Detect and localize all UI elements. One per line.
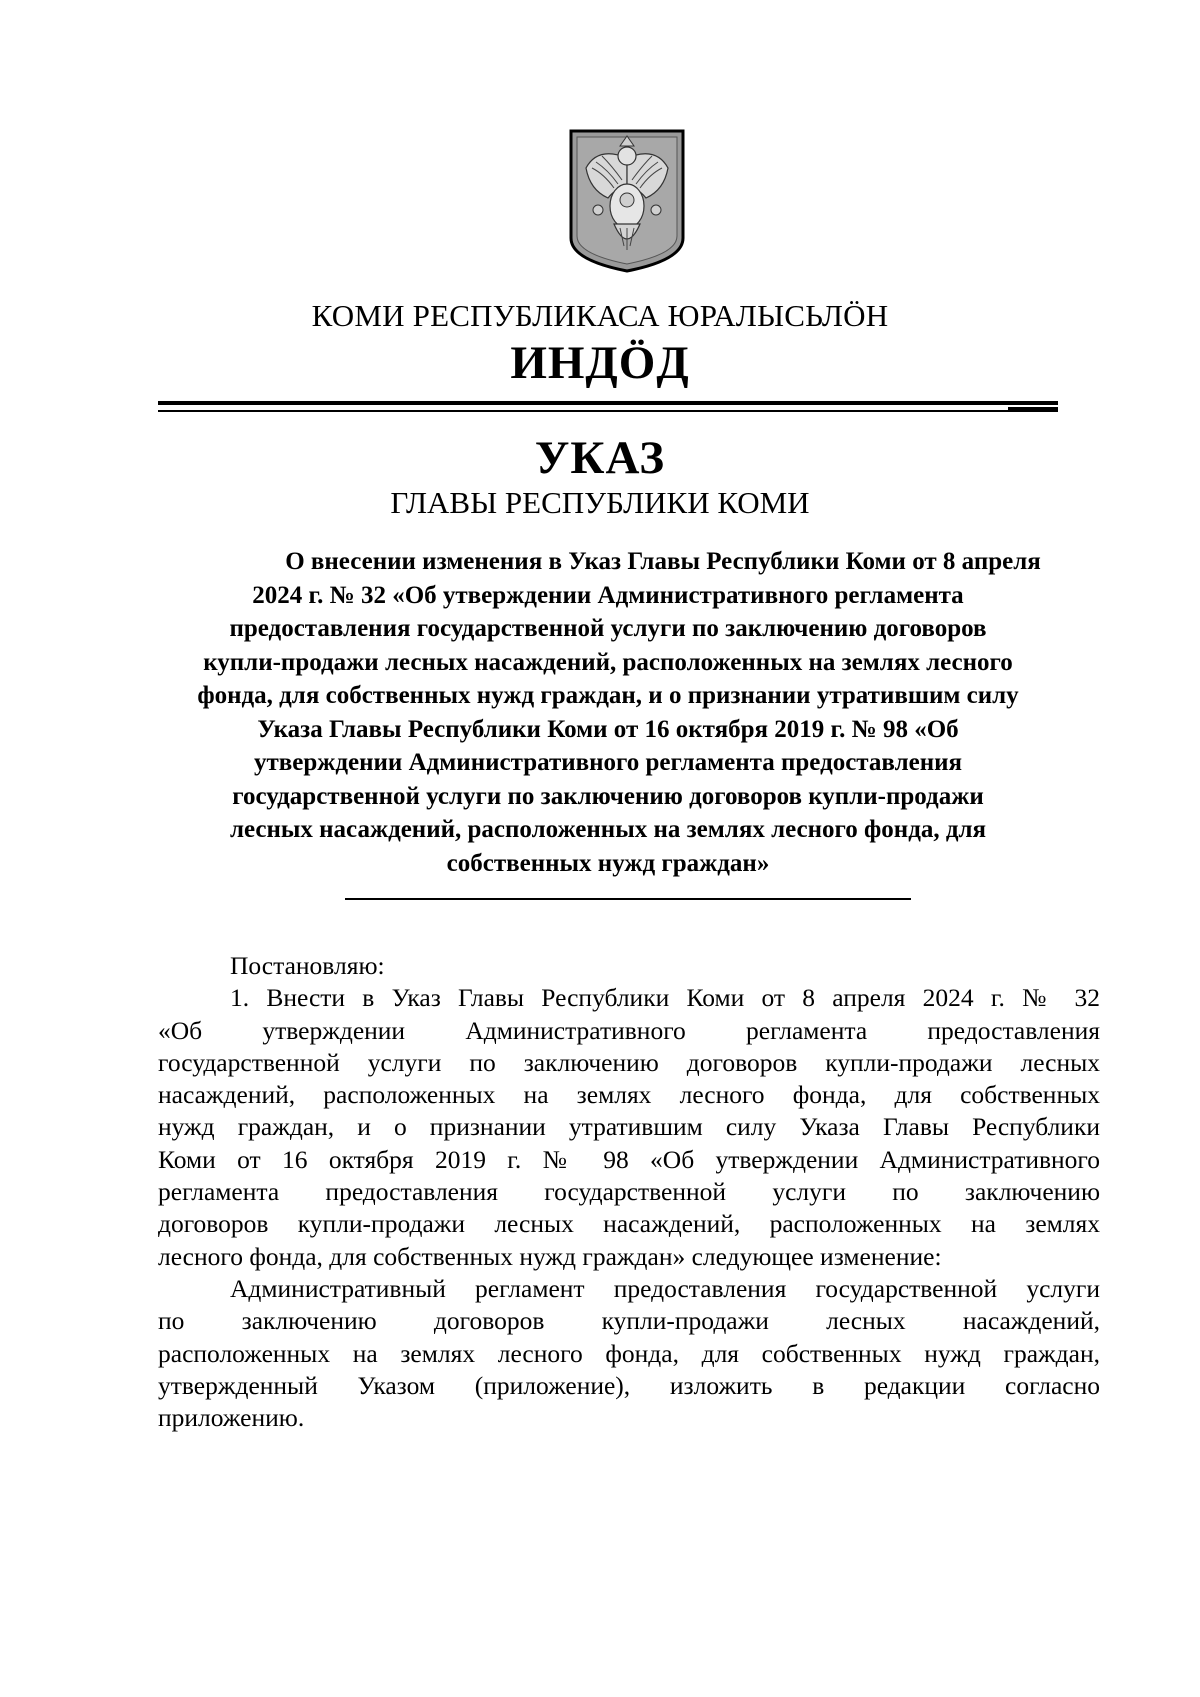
header-divider-thin [158,410,1058,412]
header-divider-tail [1008,407,1058,412]
decree-type: УКАЗ [534,432,666,484]
body-line: утвержденный Указом (приложение), изложить в редакции согласно [158,1370,1100,1400]
body-line: Административный регламент предоставления государственной услуги [230,1273,1100,1303]
document-title [158,545,1058,880]
title-line: утверждении Административного регламента предоставления [253,749,963,776]
title-line: собственных нужд граждан» [446,849,770,877]
header-komi-title: КОМИ РЕСПУБЛИКАСА ЮРАЛЫСЬЛÖН [311,298,889,333]
preamble: Постановляю: [230,951,385,980]
title-line: О внесении изменения в Указ Главы Республики Коми от 8 апреля [285,548,1041,575]
decree-body [158,950,1100,1434]
body-line: договоров купли-продажи лесных насаждений, расположенных на землях [158,1209,1100,1239]
title-underline [345,898,911,900]
header-komi-decree-word: ИНДÖД [510,337,690,389]
title-line: Указа Главы Республики Коми от 16 октября 2019 г. № 98 «Об [257,715,959,743]
title-line: 2024 г. № 32 «Об утверждении Административного регламента [252,581,964,609]
body-line: Коми от 16 октября 2019 г. № 98 «Об утверждении Административного [158,1144,1100,1174]
body-line: насаждений, расположенных на землях лесного фонда, для собственных [158,1080,1100,1110]
header-divider-thick [158,401,1058,405]
coat-of-arms-komi-icon [568,128,686,273]
body-line: регламента предоставления государственной услуги по заключению [158,1177,1100,1207]
body-line: «Об утверждении Административного регламента предоставления [158,1015,1100,1045]
coat-of-arms-emblem [568,128,686,273]
body-line: лесного фонда, для собственных нужд граждан» следующее изменение: [158,1241,942,1271]
body-line: по заключению договоров купли-продажи лесных насаждений, [158,1306,1100,1336]
title-line: государственной услуги по заключению договоров купли-продажи [232,782,984,810]
body-line: государственной услуги по заключению договоров купли-продажи лесных [158,1047,1100,1077]
title-line: предоставления государственной услуги по заключению договоров [229,615,987,642]
body-line: приложению. [158,1403,305,1433]
title-line: купли-продажи лесных насаждений, расположенных на землях лесного [203,648,1013,676]
decree-issuer: ГЛАВЫ РЕСПУБЛИКИ КОМИ [390,485,810,520]
title-line: лесных насаждений, расположенных на землях лесного фонда, для [229,816,987,843]
body-line: нужд граждан, и о признании утратившим силу Указа Главы Республики [158,1112,1100,1142]
title-line: фонда, для собственных нужд граждан, и о признании утратившим силу [197,682,1019,709]
body-line: расположенных на землях лесного фонда, для собственных нужд граждан, [158,1338,1100,1368]
body-line: 1. Внести в Указ Главы Республики Коми от 8 апреля 2024 г. № 32 [230,983,1100,1013]
